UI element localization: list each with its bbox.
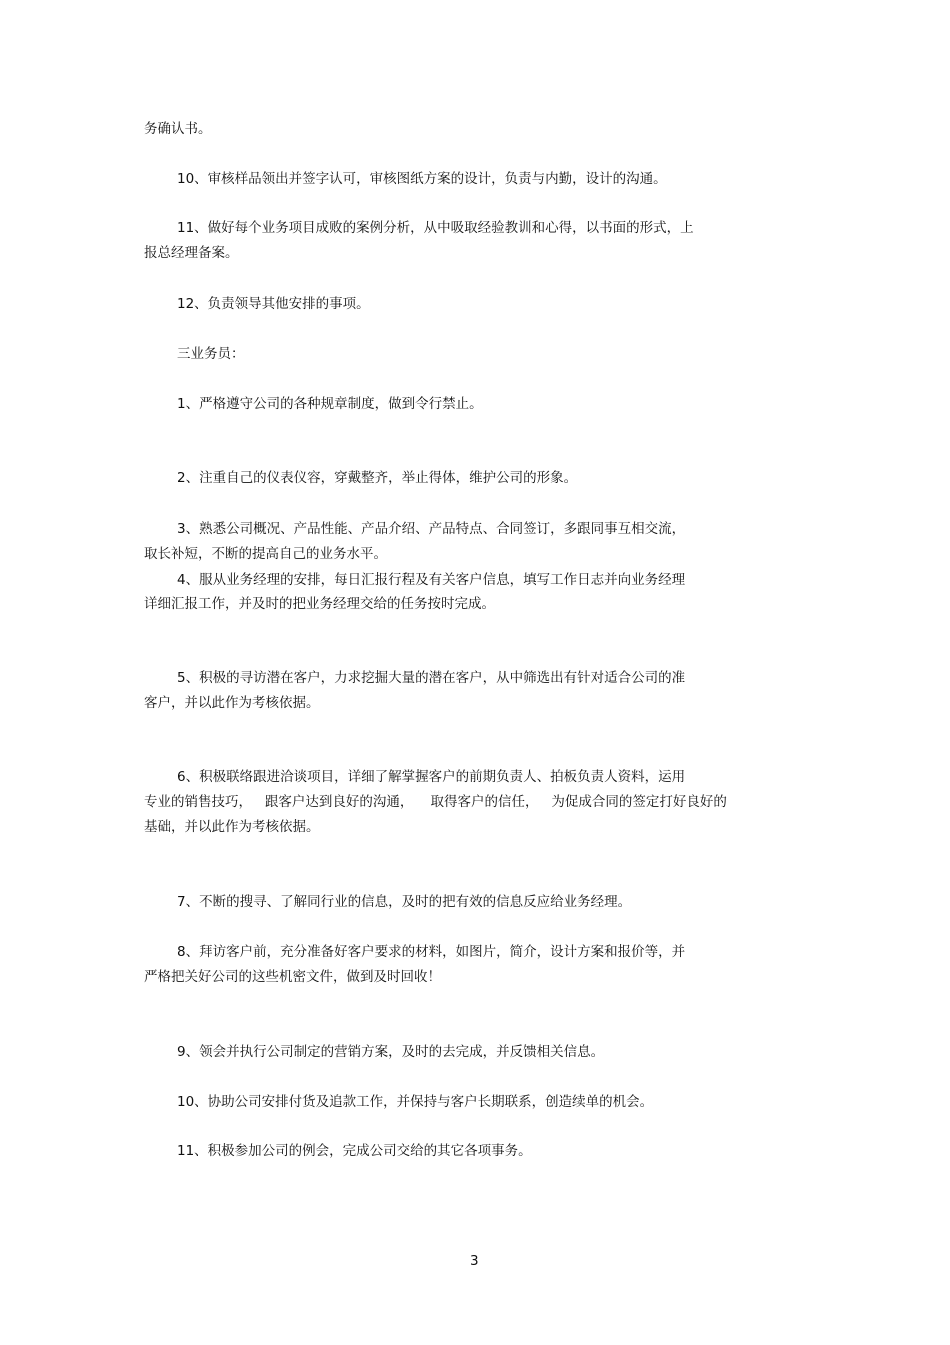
text-line: 11、积极参加公司的例会，完成公司交给的其它各项事务。: [177, 1143, 532, 1159]
text-line: 1、严格遵守公司的各种规章制度，做到令行禁止。: [177, 396, 483, 412]
page-number: 3: [470, 1253, 479, 1269]
text-line: 9、领会并执行公司制定的营销方案，及时的去完成，并反馈相关信息。: [177, 1044, 605, 1060]
text-line: 报总经理备案。: [144, 245, 239, 261]
text-line: 3、熟悉公司概况、产品性能、产品介绍、产品特点、合同签订，多跟同事互相交流，: [177, 521, 686, 537]
text-line: 客户，并以此作为考核依据。: [144, 695, 320, 711]
text-line: 基础，并以此作为考核依据。: [144, 819, 320, 835]
text-line: 严格把关好公司的这些机密文件，做到及时回收！: [144, 969, 441, 985]
text-line: 8、拜访客户前，充分准备好客户要求的材料，如图片，简介，设计方案和报价等，并: [177, 944, 686, 960]
text-line: 取长补短，不断的提高自己的业务水平。: [144, 546, 387, 562]
text-line: 7、不断的搜寻、了解同行业的信息，及时的把有效的信息反应给业务经理。: [177, 894, 632, 910]
text-line: 专业的销售技巧， 跟客户达到良好的沟通， 取得客户的信任， 为促成合同的签定打好良好的: [144, 794, 727, 810]
text-line: 10、审核样品领出并签字认可，审核图纸方案的设计，负责与内勤，设计的沟通。: [177, 171, 667, 187]
text-line: 2、注重自己的仪表仪容，穿戴整齐，举止得体，维护公司的形象。: [177, 470, 578, 486]
text-line: 12、负责领导其他安排的事项。: [177, 296, 370, 312]
text-line: 11、做好每个业务项目成败的案例分析，从中吸取经验教训和心得，以书面的形式，上: [177, 220, 694, 236]
text-line: 详细汇报工作，并及时的把业务经理交给的任务按时完成。: [144, 596, 495, 612]
text-line: 4、服从业务经理的安排，每日汇报行程及有关客户信息，填写工作日志并向业务经理: [177, 572, 686, 588]
text-line: 6、积极联络跟进洽谈项目，详细了解掌握客户的前期负责人、拍板负责人资料，运用: [177, 769, 686, 785]
text-line: 5、积极的寻访潜在客户，力求挖掘大量的潜在客户，从中筛选出有针对适合公司的准: [177, 670, 686, 686]
section-heading: 三业务员：: [177, 346, 245, 362]
text-line: 10、协助公司安排付货及追款工作，并保持与客户长期联系，创造续单的机会。: [177, 1094, 654, 1110]
text-line: 务确认书。: [144, 121, 212, 137]
